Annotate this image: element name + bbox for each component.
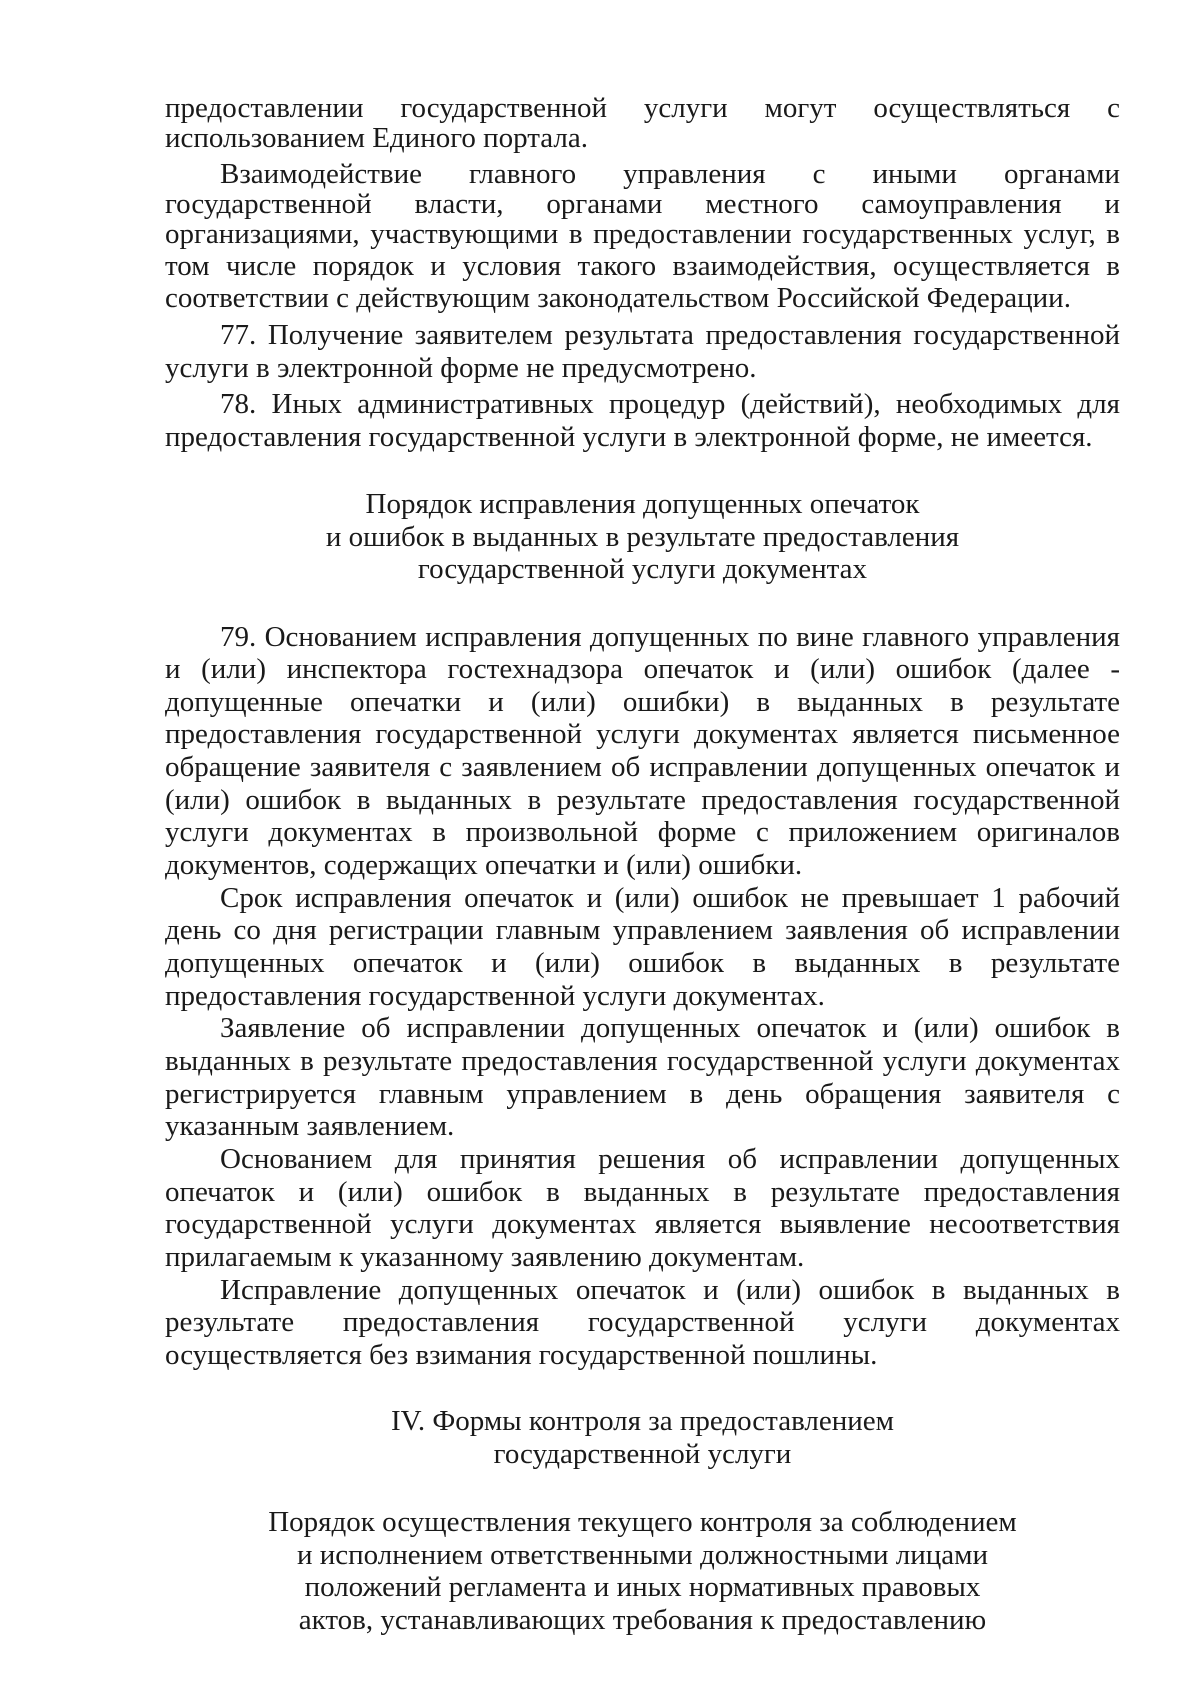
text-line: государственной услуги документах является выявление несоответствия bbox=[165, 1208, 1120, 1240]
text-line: осуществляется без взимания государственной пошлины. bbox=[165, 1339, 878, 1371]
section-heading-line: и исполнением ответственными должностными лицами bbox=[296, 1539, 988, 1571]
text-line: 78. Иных административных процедур (действий), необходимых для bbox=[220, 388, 1120, 420]
text-line: предоставления государственной услуги документах. bbox=[165, 980, 825, 1012]
text-line: указанным заявлением. bbox=[165, 1110, 455, 1142]
text-line: соответствии с действующим законодательством Российской Федерации. bbox=[165, 282, 1071, 314]
text-line: результате предоставления государственной услуги документах bbox=[165, 1306, 1120, 1338]
text-line: обращение заявителя с заявлением об исправлении допущенных опечаток и bbox=[165, 751, 1120, 783]
text-line: (или) ошибок в выданных в результате предоставления государственной bbox=[165, 784, 1120, 816]
text-line: предоставления государственной услуги документах является письменное bbox=[165, 718, 1120, 750]
text-line: день со дня регистрации главным управлением заявления об исправлении bbox=[165, 914, 1120, 946]
chapter-heading-line: IV. Формы контроля за предоставлением bbox=[390, 1405, 894, 1437]
text-line: и (или) инспектора гостехнадзора опечаток и (или) ошибок (далее - bbox=[165, 653, 1120, 685]
section-heading-line: государственной услуги документах bbox=[417, 553, 868, 585]
text-line: организациями, участвующими в предоставлении государственных услуг, в bbox=[165, 218, 1120, 250]
text-line: использованием Единого портала. bbox=[165, 122, 589, 154]
text-line: 79. Основанием исправления допущенных по вине главного управления bbox=[220, 621, 1120, 653]
text-line: опечаток и (или) ошибок в выданных в результате предоставления bbox=[165, 1176, 1120, 1208]
text-line: предоставлении государственной услуги могут осуществляться с bbox=[165, 92, 1120, 124]
text-line: регистрируется главным управлением в день обращения заявителя с bbox=[165, 1078, 1120, 1110]
text-line: Срок исправления опечаток и (или) ошибок не превышает 1 рабочий bbox=[220, 882, 1120, 914]
text-line: Взаимодействие главного управления с иными органами bbox=[220, 158, 1120, 190]
text-line: услуги в электронной форме не предусмотрено. bbox=[165, 352, 757, 384]
text-line: документов, содержащих опечатки и (или) ошибки. bbox=[165, 849, 803, 881]
text-line: том числе порядок и условия такого взаимодействия, осуществляется в bbox=[165, 250, 1120, 282]
section-heading-line: актов, устанавливающих требования к предоставлению bbox=[298, 1604, 987, 1636]
text-line: 77. Получение заявителем результата предоставления государственной bbox=[220, 319, 1120, 351]
text-line: выданных в результате предоставления государственной услуги документах bbox=[165, 1045, 1120, 1077]
text-line: Заявление об исправлении допущенных опечаток и (или) ошибок в bbox=[220, 1012, 1120, 1044]
text-line: Основанием для принятия решения об исправлении допущенных bbox=[220, 1143, 1120, 1175]
chapter-heading-line: государственной услуги bbox=[493, 1438, 792, 1470]
text-line: услуги документах в произвольной форме с приложением оригиналов bbox=[165, 816, 1120, 848]
section-heading-line: положений регламента и иных нормативных правовых bbox=[304, 1571, 981, 1603]
text-line: допущенные опечатки и (или) ошибки) в выданных в результате bbox=[165, 686, 1120, 718]
text-line: прилагаемым к указанному заявлению документам. bbox=[165, 1241, 805, 1273]
section-heading-line: и ошибок в выданных в результате предоставления bbox=[325, 521, 960, 553]
text-line: Исправление допущенных опечаток и (или) ошибок в выданных в bbox=[220, 1274, 1120, 1306]
text-line: предоставления государственной услуги в электронной форме, не имеется. bbox=[165, 421, 1093, 453]
text-line: допущенных опечаток и (или) ошибок в выданных в результате bbox=[165, 947, 1120, 979]
text-line: государственной власти, органами местного самоуправления и bbox=[165, 188, 1120, 220]
section-heading-line: Порядок осуществления текущего контроля за соблюдением bbox=[268, 1506, 1017, 1538]
section-heading-line: Порядок исправления допущенных опечаток bbox=[365, 488, 920, 520]
